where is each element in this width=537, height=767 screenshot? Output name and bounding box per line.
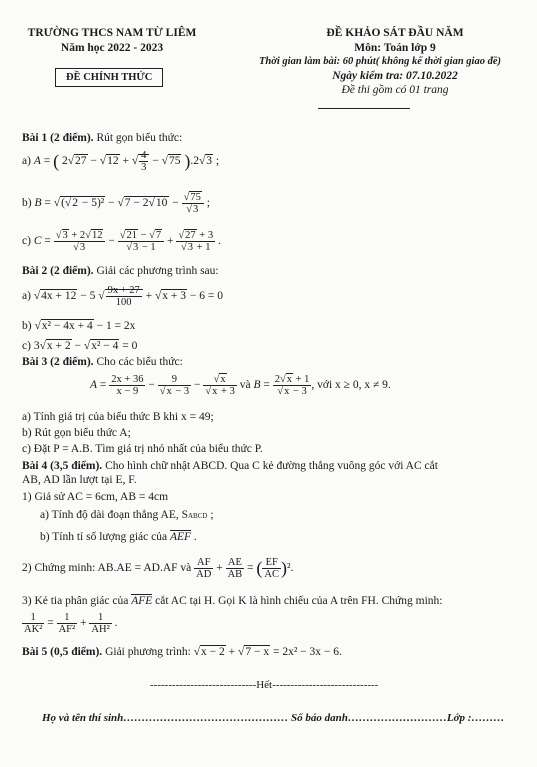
exam-title: ĐỀ KHẢO SÁT ĐẦU NĂM	[326, 27, 464, 39]
problem-1a: a) A = ( 2√27 − √12 + √ $\frac{4}{3}$ − √75 ).2√3 ;	[22, 150, 220, 174]
problem-3-heading: Bài 3 (2 điểm). Cho các biểu thức:	[22, 356, 183, 368]
exam-subject: Môn: Toán lớp 9	[354, 42, 436, 54]
problem-1-heading: Bài 1 (2 điểm). Rút gọn biểu thức:	[22, 132, 183, 144]
problem-4-text: AB, AD lần lượt tại E, F.	[22, 474, 137, 486]
school-year: Năm học 2022 - 2023	[60, 42, 164, 54]
school-name: TRƯỜNG THCS NAM TỪ LIÊM	[27, 27, 197, 39]
problem-2a: a) √4x + 12 − 5 √ $\frac{9x + 27}{100}$ + √x + 3 − 6 = 0	[22, 285, 224, 309]
exam-duration: Thời gian làm bài: 60 phút( không kể thời gian giao đề)	[258, 56, 501, 67]
problem-1c: c) C = $\frac{√3 + 2√12}{√3}$ − $\frac{√21 - √7}{√3 - 1}$ + $\frac{√27 + 3}{√3 + 1}$ .	[22, 230, 221, 254]
header-divider	[318, 108, 410, 109]
problem-5: Bài 5 (0,5 điểm). Giải phương trình: √x − 2 + √7 − x = 2x² − 3x − 6.	[22, 646, 342, 658]
exam-date: Ngày kiểm tra: 07.10.2022	[332, 70, 458, 82]
problem-4-part2: 2) Chứng minh: AB.AE = AD.AF và $\frac{AF}{AD}$ + $\frac{AE}{AB}$ = ( $\frac{EF}{AC}$ )².	[22, 557, 294, 581]
end-marker: -----------------------------Hết-----------------------------	[150, 679, 379, 691]
problem-4-part1a: a) Tính độ dài đoạn thẳng AE, SABCD ;	[40, 509, 214, 521]
problem-2c: c) 3√x + 2 − √x² − 4 = 0	[22, 340, 138, 352]
problem-3-expressions: A = $\frac{2x + 36}{x - 9}$ − $\frac{9}{√x - 3}$ − $\frac{√x}{√x + 3}$ và B = $\frac{2√x + 1}{√x - 3}$ , với x ≥ 0, x ≠ 9.	[90, 374, 391, 398]
problem-2-heading: Bài 2 (2 điểm). Giải các phương trình sau:	[22, 265, 219, 277]
student-info-line: Họ và tên thí sinh……………………………………… Số báo danh………………………Lớp :………	[42, 712, 505, 724]
official-label: ĐỀ CHÍNH THỨC	[55, 68, 163, 87]
problem-2b: b) √x² − 4x + 4 − 1 = 2x	[22, 320, 136, 332]
problem-4-part1: 1) Giả sử AC = 6cm, AB = 4cm	[22, 491, 169, 503]
problem-3c: c) Đặt P = A.B. Tìm giá trị nhỏ nhất của biểu thức P.	[22, 443, 263, 455]
problem-3b: b) Rút gọn biểu thức A;	[22, 427, 131, 439]
problem-4-part3-formula: $\frac{1}{\text{AK²}}$ = $\frac{1}{\text{AF²}}$ + $\frac{1}{\text{AH²}}$ .	[24, 612, 118, 636]
problem-1b: b) B = √(√2 − 5)² − √7 − 2√10 − $\frac{√75}{√3}$ ;	[22, 192, 210, 216]
problem-3a: a) Tính giá trị của biểu thức B khi x = 49;	[22, 411, 214, 423]
problem-4-part3: 3) Kẻ tia phân giác của AFE cắt AC tại H. Gọi K là hình chiếu của A trên FH. Chứng minh:	[22, 595, 443, 607]
problem-4-part1b: b) Tính tỉ số lượng giác của AEF .	[40, 531, 197, 543]
exam-pages: Đề thi gồm có 01 trang	[341, 84, 449, 96]
problem-4-heading: Bài 4 (3,5 điểm). Cho hình chữ nhật ABCD. Qua C kẻ đường thẳng vuông góc với AC cắt	[22, 460, 438, 472]
